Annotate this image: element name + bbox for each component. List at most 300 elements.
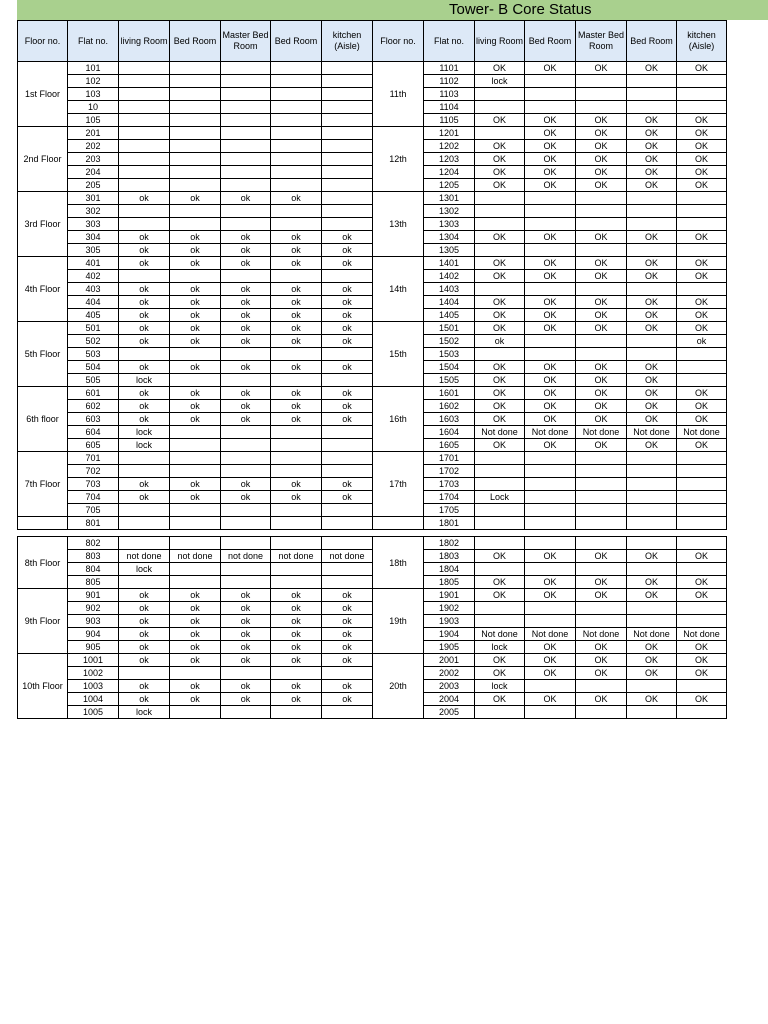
status-cell[interactable]: [576, 335, 627, 348]
status-cell[interactable]: [170, 218, 221, 231]
status-cell[interactable]: [170, 166, 221, 179]
status-cell[interactable]: ok: [271, 309, 322, 322]
status-cell[interactable]: OK: [576, 654, 627, 667]
status-cell[interactable]: OK: [475, 257, 525, 270]
flat-number-cell[interactable]: 105: [68, 114, 119, 127]
status-cell[interactable]: ok: [322, 296, 373, 309]
status-cell[interactable]: [677, 517, 727, 530]
status-cell[interactable]: [119, 153, 170, 166]
status-cell[interactable]: ok: [271, 589, 322, 602]
status-cell[interactable]: ok: [271, 680, 322, 693]
status-cell[interactable]: [119, 270, 170, 283]
status-cell[interactable]: [475, 478, 525, 491]
flat-number-cell[interactable]: 1103: [424, 88, 475, 101]
status-cell[interactable]: not done: [221, 550, 271, 563]
status-cell[interactable]: [322, 166, 373, 179]
status-cell[interactable]: ok: [221, 680, 271, 693]
status-cell[interactable]: OK: [475, 413, 525, 426]
status-cell[interactable]: [627, 244, 677, 257]
flat-number-cell[interactable]: 804: [68, 563, 119, 576]
status-cell[interactable]: ok: [119, 641, 170, 654]
status-cell[interactable]: [170, 537, 221, 550]
left-floor-cell[interactable]: [18, 517, 68, 530]
status-cell[interactable]: OK: [677, 114, 727, 127]
status-cell[interactable]: [119, 667, 170, 680]
status-cell[interactable]: OK: [677, 257, 727, 270]
status-cell[interactable]: OK: [525, 127, 576, 140]
status-cell[interactable]: OK: [525, 400, 576, 413]
status-cell[interactable]: [677, 101, 727, 114]
flat-number-cell[interactable]: 1404: [424, 296, 475, 309]
status-cell[interactable]: [119, 218, 170, 231]
left-floor-cell[interactable]: 7th Floor: [18, 452, 68, 517]
status-cell[interactable]: [576, 465, 627, 478]
status-cell[interactable]: [576, 615, 627, 628]
flat-number-cell[interactable]: 304: [68, 231, 119, 244]
status-cell[interactable]: not done: [322, 550, 373, 563]
status-cell[interactable]: [322, 270, 373, 283]
status-cell[interactable]: OK: [576, 693, 627, 706]
status-cell[interactable]: [322, 127, 373, 140]
status-cell[interactable]: [119, 452, 170, 465]
left-floor-cell[interactable]: 3rd Floor: [18, 192, 68, 257]
status-cell[interactable]: [271, 166, 322, 179]
status-cell[interactable]: [322, 153, 373, 166]
status-cell[interactable]: [271, 62, 322, 75]
status-cell[interactable]: [119, 88, 170, 101]
status-cell[interactable]: OK: [677, 127, 727, 140]
status-cell[interactable]: ok: [170, 231, 221, 244]
status-cell[interactable]: [525, 348, 576, 361]
status-cell[interactable]: [525, 283, 576, 296]
status-cell[interactable]: OK: [677, 641, 727, 654]
flat-number-cell[interactable]: 2001: [424, 654, 475, 667]
flat-number-cell[interactable]: 1801: [424, 517, 475, 530]
status-cell[interactable]: lock: [119, 374, 170, 387]
status-cell[interactable]: ok: [170, 680, 221, 693]
status-cell[interactable]: ok: [170, 296, 221, 309]
status-cell[interactable]: [170, 114, 221, 127]
status-cell[interactable]: [525, 615, 576, 628]
status-cell[interactable]: [271, 205, 322, 218]
status-cell[interactable]: OK: [677, 589, 727, 602]
status-cell[interactable]: ok: [221, 231, 271, 244]
status-cell[interactable]: ok: [221, 602, 271, 615]
status-cell[interactable]: [119, 62, 170, 75]
status-cell[interactable]: Not done: [475, 628, 525, 641]
status-cell[interactable]: ok: [221, 244, 271, 257]
status-cell[interactable]: [119, 140, 170, 153]
status-cell[interactable]: [170, 205, 221, 218]
status-cell[interactable]: [221, 62, 271, 75]
status-cell[interactable]: ok: [271, 615, 322, 628]
status-cell[interactable]: [271, 374, 322, 387]
status-cell[interactable]: [677, 205, 727, 218]
status-cell[interactable]: OK: [677, 179, 727, 192]
flat-number-cell[interactable]: 1903: [424, 615, 475, 628]
status-cell[interactable]: [221, 179, 271, 192]
status-cell[interactable]: [322, 667, 373, 680]
status-cell[interactable]: OK: [576, 439, 627, 452]
status-cell[interactable]: [677, 361, 727, 374]
flat-number-cell[interactable]: 401: [68, 257, 119, 270]
status-cell[interactable]: [677, 563, 727, 576]
status-cell[interactable]: OK: [627, 140, 677, 153]
right-floor-cell[interactable]: 18th: [373, 537, 424, 589]
status-cell[interactable]: ok: [170, 602, 221, 615]
status-cell[interactable]: [576, 192, 627, 205]
status-cell[interactable]: Not done: [576, 426, 627, 439]
status-cell[interactable]: ok: [322, 283, 373, 296]
flat-number-cell[interactable]: 1102: [424, 75, 475, 88]
status-cell[interactable]: OK: [475, 270, 525, 283]
status-cell[interactable]: [475, 283, 525, 296]
status-cell[interactable]: ok: [119, 615, 170, 628]
right-floor-cell[interactable]: 16th: [373, 387, 424, 452]
flat-number-cell[interactable]: 1503: [424, 348, 475, 361]
status-cell[interactable]: [677, 88, 727, 101]
status-cell[interactable]: [627, 75, 677, 88]
status-cell[interactable]: OK: [475, 387, 525, 400]
status-cell[interactable]: OK: [627, 231, 677, 244]
status-cell[interactable]: ok: [271, 387, 322, 400]
status-cell[interactable]: ok: [271, 400, 322, 413]
status-cell[interactable]: [576, 602, 627, 615]
status-cell[interactable]: ok: [119, 387, 170, 400]
status-cell[interactable]: OK: [576, 667, 627, 680]
status-cell[interactable]: ok: [221, 257, 271, 270]
flat-number-cell[interactable]: 1603: [424, 413, 475, 426]
status-cell[interactable]: OK: [576, 270, 627, 283]
left-floor-cell[interactable]: 4th Floor: [18, 257, 68, 322]
status-cell[interactable]: [627, 88, 677, 101]
status-cell[interactable]: [525, 504, 576, 517]
status-cell[interactable]: [271, 465, 322, 478]
flat-number-cell[interactable]: 1704: [424, 491, 475, 504]
flat-number-cell[interactable]: 504: [68, 361, 119, 374]
status-cell[interactable]: OK: [576, 400, 627, 413]
status-cell[interactable]: ok: [170, 361, 221, 374]
status-cell[interactable]: [271, 153, 322, 166]
status-cell[interactable]: OK: [475, 179, 525, 192]
status-cell[interactable]: [475, 127, 525, 140]
status-cell[interactable]: OK: [576, 296, 627, 309]
status-cell[interactable]: ok: [271, 413, 322, 426]
status-cell[interactable]: OK: [576, 114, 627, 127]
status-cell[interactable]: [525, 192, 576, 205]
status-cell[interactable]: OK: [677, 140, 727, 153]
status-cell[interactable]: [271, 517, 322, 530]
status-cell[interactable]: [576, 218, 627, 231]
status-cell[interactable]: OK: [525, 589, 576, 602]
status-cell[interactable]: [677, 218, 727, 231]
flat-number-cell[interactable]: 603: [68, 413, 119, 426]
status-cell[interactable]: ok: [119, 628, 170, 641]
status-cell[interactable]: OK: [677, 296, 727, 309]
status-cell[interactable]: ok: [170, 641, 221, 654]
status-cell[interactable]: lock: [119, 706, 170, 719]
status-cell[interactable]: [525, 563, 576, 576]
status-cell[interactable]: [322, 504, 373, 517]
status-cell[interactable]: OK: [677, 322, 727, 335]
flat-number-cell[interactable]: 1001: [68, 654, 119, 667]
right-floor-cell[interactable]: 15th: [373, 322, 424, 387]
status-cell[interactable]: ok: [271, 322, 322, 335]
status-cell[interactable]: [525, 205, 576, 218]
status-cell[interactable]: ok: [221, 628, 271, 641]
flat-number-cell[interactable]: 1802: [424, 537, 475, 550]
status-cell[interactable]: ok: [221, 335, 271, 348]
status-cell[interactable]: [170, 270, 221, 283]
status-cell[interactable]: OK: [627, 62, 677, 75]
status-cell[interactable]: ok: [170, 309, 221, 322]
status-cell[interactable]: OK: [475, 296, 525, 309]
status-cell[interactable]: OK: [576, 309, 627, 322]
status-cell[interactable]: OK: [525, 296, 576, 309]
status-cell[interactable]: [322, 563, 373, 576]
left-floor-cell[interactable]: 1st Floor: [18, 62, 68, 127]
status-cell[interactable]: ok: [170, 413, 221, 426]
status-cell[interactable]: [119, 75, 170, 88]
status-cell[interactable]: OK: [475, 166, 525, 179]
status-cell[interactable]: ok: [221, 387, 271, 400]
status-cell[interactable]: [170, 101, 221, 114]
status-cell[interactable]: [576, 504, 627, 517]
status-cell[interactable]: OK: [475, 62, 525, 75]
status-cell[interactable]: ok: [221, 400, 271, 413]
status-cell[interactable]: [119, 127, 170, 140]
status-cell[interactable]: ok: [119, 602, 170, 615]
status-cell[interactable]: [271, 114, 322, 127]
flat-number-cell[interactable]: 102: [68, 75, 119, 88]
status-cell[interactable]: [627, 205, 677, 218]
status-cell[interactable]: ok: [170, 387, 221, 400]
status-cell[interactable]: OK: [475, 140, 525, 153]
status-cell[interactable]: [322, 426, 373, 439]
status-cell[interactable]: ok: [322, 589, 373, 602]
status-cell[interactable]: [576, 205, 627, 218]
status-cell[interactable]: ok: [119, 296, 170, 309]
status-cell[interactable]: ok: [170, 244, 221, 257]
flat-number-cell[interactable]: 402: [68, 270, 119, 283]
status-cell[interactable]: [525, 218, 576, 231]
status-cell[interactable]: [221, 537, 271, 550]
status-cell[interactable]: [221, 576, 271, 589]
status-cell[interactable]: ok: [322, 309, 373, 322]
status-cell[interactable]: [221, 127, 271, 140]
status-cell[interactable]: [322, 114, 373, 127]
flat-number-cell[interactable]: 1405: [424, 309, 475, 322]
flat-number-cell[interactable]: 103: [68, 88, 119, 101]
status-cell[interactable]: [322, 75, 373, 88]
flat-number-cell[interactable]: 1302: [424, 205, 475, 218]
flat-number-cell[interactable]: 1305: [424, 244, 475, 257]
status-cell[interactable]: [627, 602, 677, 615]
status-cell[interactable]: OK: [525, 140, 576, 153]
status-cell[interactable]: ok: [170, 257, 221, 270]
status-cell[interactable]: ok: [271, 693, 322, 706]
status-cell[interactable]: OK: [677, 387, 727, 400]
status-cell[interactable]: OK: [677, 693, 727, 706]
status-cell[interactable]: [119, 166, 170, 179]
status-cell[interactable]: ok: [170, 335, 221, 348]
status-cell[interactable]: ok: [322, 400, 373, 413]
status-cell[interactable]: [525, 244, 576, 257]
status-cell[interactable]: [119, 205, 170, 218]
status-cell[interactable]: OK: [677, 400, 727, 413]
flat-number-cell[interactable]: 1301: [424, 192, 475, 205]
status-cell[interactable]: OK: [677, 550, 727, 563]
status-cell[interactable]: OK: [525, 374, 576, 387]
status-cell[interactable]: [221, 348, 271, 361]
status-cell[interactable]: [170, 439, 221, 452]
status-cell[interactable]: [271, 439, 322, 452]
status-cell[interactable]: Not done: [475, 426, 525, 439]
status-cell[interactable]: [170, 88, 221, 101]
status-cell[interactable]: [576, 348, 627, 361]
status-cell[interactable]: [525, 88, 576, 101]
flat-number-cell[interactable]: 805: [68, 576, 119, 589]
status-cell[interactable]: OK: [576, 589, 627, 602]
status-cell[interactable]: ok: [271, 641, 322, 654]
status-cell[interactable]: ok: [221, 296, 271, 309]
status-cell[interactable]: OK: [475, 654, 525, 667]
flat-number-cell[interactable]: 301: [68, 192, 119, 205]
status-cell[interactable]: [576, 452, 627, 465]
status-cell[interactable]: ok: [119, 361, 170, 374]
status-cell[interactable]: OK: [627, 270, 677, 283]
status-cell[interactable]: OK: [576, 576, 627, 589]
status-cell[interactable]: OK: [525, 550, 576, 563]
status-cell[interactable]: ok: [221, 654, 271, 667]
status-cell[interactable]: [221, 706, 271, 719]
status-cell[interactable]: OK: [576, 179, 627, 192]
status-cell[interactable]: [576, 283, 627, 296]
status-cell[interactable]: [271, 88, 322, 101]
status-cell[interactable]: OK: [627, 374, 677, 387]
status-cell[interactable]: ok: [221, 413, 271, 426]
status-cell[interactable]: [271, 563, 322, 576]
flat-number-cell[interactable]: 1505: [424, 374, 475, 387]
flat-number-cell[interactable]: 1303: [424, 218, 475, 231]
status-cell[interactable]: [677, 615, 727, 628]
flat-number-cell[interactable]: 705: [68, 504, 119, 517]
status-cell[interactable]: ok: [170, 628, 221, 641]
status-cell[interactable]: ok: [221, 491, 271, 504]
status-cell[interactable]: OK: [627, 114, 677, 127]
flat-number-cell[interactable]: 2005: [424, 706, 475, 719]
right-floor-cell[interactable]: 20th: [373, 654, 424, 719]
status-cell[interactable]: [525, 602, 576, 615]
status-cell[interactable]: OK: [677, 309, 727, 322]
status-cell[interactable]: [170, 563, 221, 576]
status-cell[interactable]: [627, 563, 677, 576]
status-cell[interactable]: OK: [525, 231, 576, 244]
status-cell[interactable]: [475, 602, 525, 615]
status-cell[interactable]: [475, 537, 525, 550]
status-cell[interactable]: OK: [475, 589, 525, 602]
status-cell[interactable]: [119, 101, 170, 114]
status-cell[interactable]: [221, 667, 271, 680]
flat-number-cell[interactable]: 10: [68, 101, 119, 114]
status-cell[interactable]: [322, 465, 373, 478]
status-cell[interactable]: ok: [271, 478, 322, 491]
status-cell[interactable]: [221, 166, 271, 179]
status-cell[interactable]: [221, 465, 271, 478]
status-cell[interactable]: OK: [627, 153, 677, 166]
status-cell[interactable]: ok: [221, 641, 271, 654]
status-cell[interactable]: [475, 192, 525, 205]
status-cell[interactable]: OK: [627, 361, 677, 374]
status-cell[interactable]: Not done: [627, 426, 677, 439]
status-cell[interactable]: [525, 452, 576, 465]
status-cell[interactable]: [322, 101, 373, 114]
status-cell[interactable]: ok: [119, 244, 170, 257]
status-cell[interactable]: [221, 75, 271, 88]
status-cell[interactable]: OK: [475, 374, 525, 387]
status-cell[interactable]: OK: [525, 153, 576, 166]
status-cell[interactable]: ok: [322, 654, 373, 667]
flat-number-cell[interactable]: 205: [68, 179, 119, 192]
status-cell[interactable]: OK: [525, 166, 576, 179]
status-cell[interactable]: OK: [627, 550, 677, 563]
status-cell[interactable]: OK: [576, 140, 627, 153]
status-cell[interactable]: [119, 537, 170, 550]
status-cell[interactable]: OK: [576, 127, 627, 140]
status-cell[interactable]: ok: [271, 257, 322, 270]
status-cell[interactable]: [170, 179, 221, 192]
flat-number-cell[interactable]: 901: [68, 589, 119, 602]
status-cell[interactable]: ok: [322, 361, 373, 374]
status-cell[interactable]: [525, 517, 576, 530]
status-cell[interactable]: [576, 75, 627, 88]
status-cell[interactable]: OK: [475, 550, 525, 563]
status-cell[interactable]: [475, 465, 525, 478]
status-cell[interactable]: ok: [119, 231, 170, 244]
status-cell[interactable]: [627, 537, 677, 550]
flat-number-cell[interactable]: 704: [68, 491, 119, 504]
flat-number-cell[interactable]: 1003: [68, 680, 119, 693]
status-cell[interactable]: [170, 667, 221, 680]
status-cell[interactable]: ok: [322, 244, 373, 257]
flat-number-cell[interactable]: 1005: [68, 706, 119, 719]
status-cell[interactable]: [119, 465, 170, 478]
status-cell[interactable]: [677, 244, 727, 257]
status-cell[interactable]: OK: [475, 576, 525, 589]
status-cell[interactable]: OK: [576, 374, 627, 387]
status-cell[interactable]: [576, 244, 627, 257]
status-cell[interactable]: [271, 140, 322, 153]
status-cell[interactable]: OK: [525, 309, 576, 322]
status-cell[interactable]: [525, 706, 576, 719]
status-cell[interactable]: ok: [271, 361, 322, 374]
status-cell[interactable]: [677, 374, 727, 387]
status-cell[interactable]: OK: [475, 153, 525, 166]
status-cell[interactable]: [322, 88, 373, 101]
status-cell[interactable]: [271, 101, 322, 114]
status-cell[interactable]: [221, 205, 271, 218]
status-cell[interactable]: ok: [170, 615, 221, 628]
status-cell[interactable]: OK: [475, 667, 525, 680]
status-cell[interactable]: ok: [271, 654, 322, 667]
status-cell[interactable]: [322, 439, 373, 452]
status-cell[interactable]: [221, 114, 271, 127]
status-cell[interactable]: OK: [525, 179, 576, 192]
flat-number-cell[interactable]: 1502: [424, 335, 475, 348]
status-cell[interactable]: ok: [322, 628, 373, 641]
status-cell[interactable]: ok: [322, 693, 373, 706]
status-cell[interactable]: [170, 465, 221, 478]
